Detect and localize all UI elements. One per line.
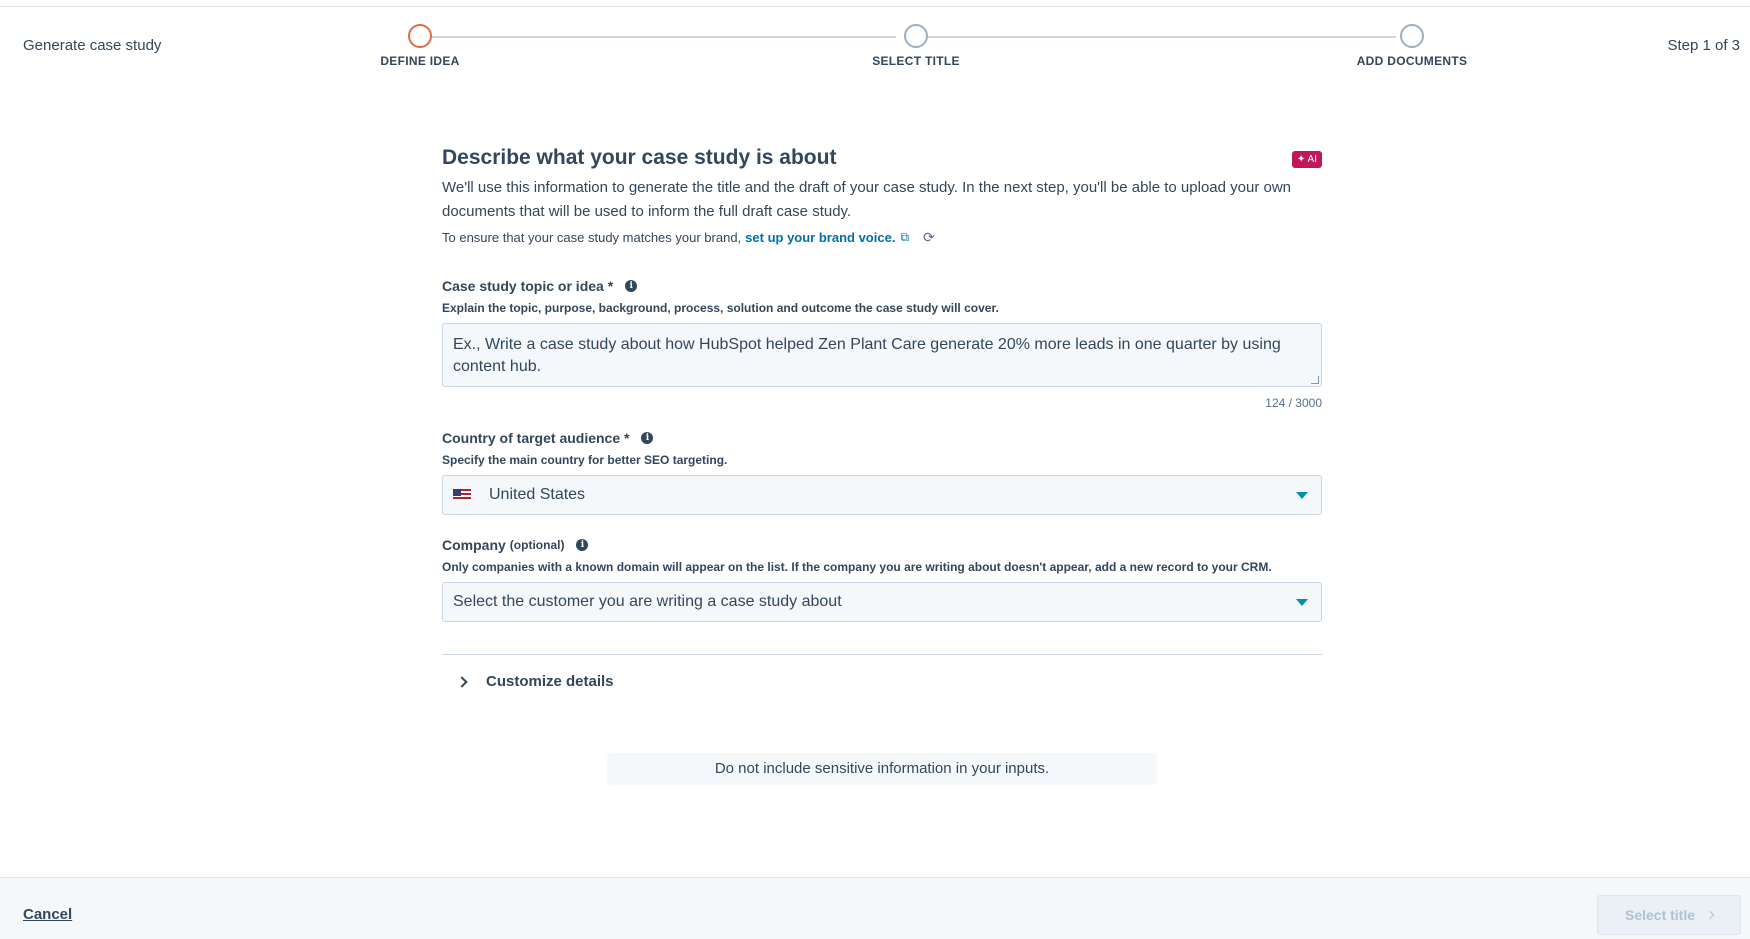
step-label: SELECT TITLE xyxy=(872,54,960,68)
step-label: DEFINE IDEA xyxy=(380,54,460,68)
country-field xyxy=(442,430,1322,515)
topic-label-text: Case study topic or idea * xyxy=(442,278,614,294)
character-counter: 124 / 3000 xyxy=(1265,396,1322,410)
company-field xyxy=(442,537,1322,622)
topic-textarea[interactable] xyxy=(442,323,1322,387)
info-icon[interactable]: i xyxy=(641,432,653,444)
step-count: Step 1 of 3 xyxy=(1667,37,1740,54)
ai-badge: ✦ AI xyxy=(1292,151,1322,168)
country-label xyxy=(442,430,1322,446)
topic-field xyxy=(442,278,1322,410)
refresh-icon[interactable]: ⟳ xyxy=(923,229,935,245)
step-circle-active xyxy=(408,24,432,48)
brand-voice-link[interactable]: set up your brand voice. xyxy=(745,230,896,245)
chevron-right-icon xyxy=(456,676,467,687)
select-title-label: Select title xyxy=(1624,907,1696,923)
chevron-right-icon xyxy=(1706,911,1714,919)
cancel-button[interactable]: Cancel xyxy=(23,906,73,923)
company-select-placeholder: Select the customer you are writing a case study about xyxy=(453,593,842,610)
resize-grip-icon[interactable] xyxy=(1311,376,1319,384)
page-description: We'll use this information to generate the title and the draft of your case study. In the next step, you'll be able to upload your own documents that will be used to inform the full draft case study. xyxy=(442,179,1292,220)
top-border xyxy=(0,0,1750,7)
title-row xyxy=(442,140,1322,176)
step-add-documents[interactable] xyxy=(1312,24,1512,68)
select-title-button[interactable] xyxy=(1597,895,1741,935)
divider xyxy=(442,654,1322,655)
customize-details-toggle[interactable] xyxy=(442,673,1322,690)
country-label-text: Country of target audience * xyxy=(442,430,630,446)
us-flag-icon xyxy=(453,489,471,501)
external-link-icon[interactable]: ⧉ xyxy=(900,230,910,244)
company-select[interactable] xyxy=(442,582,1322,622)
step-select-title[interactable] xyxy=(816,24,1016,68)
page-title: Describe what your case study is about xyxy=(442,146,837,169)
customize-details-label: Customize details xyxy=(486,673,614,690)
step-label: ADD DOCUMENTS xyxy=(1356,54,1468,68)
topic-textarea-value: Ex., Write a case study about how HubSpot helped Zen Plant Care generate 20% more leads in one quarter by using content hub. xyxy=(453,336,1281,375)
brand-note xyxy=(442,229,1322,246)
step-circle xyxy=(1400,24,1424,48)
app-title: Generate case study xyxy=(23,37,162,54)
company-label-text: Company xyxy=(442,537,506,553)
optional-tag: (optional) xyxy=(509,538,565,552)
wizard-header xyxy=(0,7,1750,87)
topic-label xyxy=(442,278,1322,294)
sensitive-info-notice: Do not include sensitive information in your inputs. xyxy=(607,753,1157,785)
company-help: Only companies with a known domain will appear on the list. If the company you are writing about doesn't appear, add a new record to your CRM. xyxy=(442,560,1272,574)
step-define-idea[interactable] xyxy=(320,24,520,68)
topic-help: Explain the topic, purpose, background, process, solution and outcome the case study will cover. xyxy=(442,301,999,315)
country-select[interactable] xyxy=(442,475,1322,515)
footer-bar xyxy=(0,877,1750,939)
info-icon[interactable]: i xyxy=(625,280,637,292)
country-select-value: United States xyxy=(489,486,586,503)
company-label xyxy=(442,537,1322,553)
caret-down-icon xyxy=(1296,492,1308,499)
caret-down-icon xyxy=(1296,599,1308,606)
country-help: Specify the main country for better SEO targeting. xyxy=(442,453,728,467)
step-circle xyxy=(904,24,928,48)
info-icon[interactable]: i xyxy=(576,539,588,551)
brand-note-text: To ensure that your case study matches your brand, xyxy=(442,230,742,245)
case-study-form xyxy=(442,140,1322,690)
